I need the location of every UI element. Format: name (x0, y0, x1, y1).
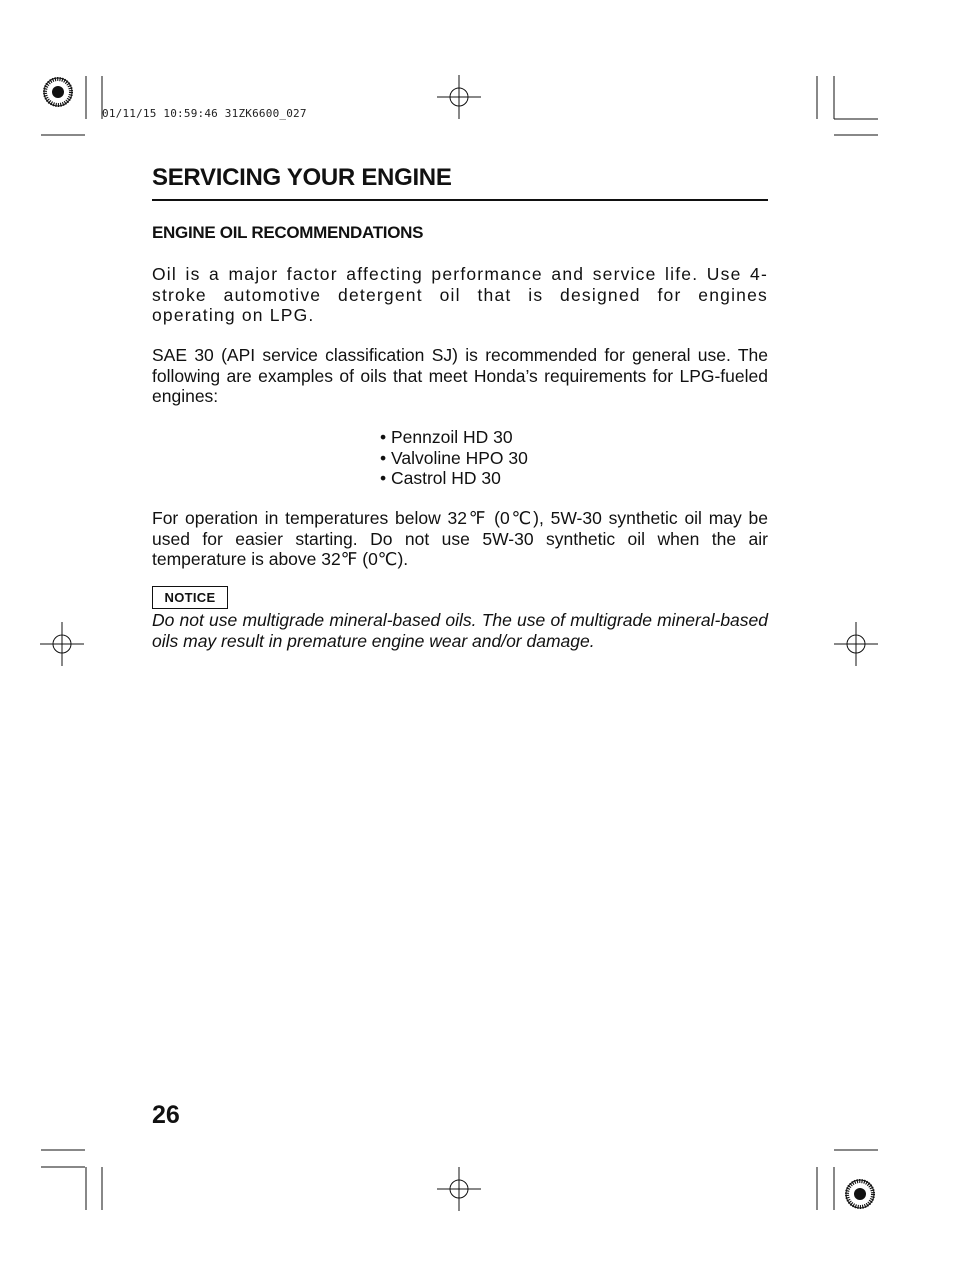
registration-bottom (437, 1167, 481, 1211)
registration-top (437, 75, 481, 119)
section-title: SERVICING YOUR ENGINE (152, 164, 452, 191)
paragraph-oil-intro: Oil is a major factor affecting performance and service life. Use 4-stroke automotive detergent oil that is designed for engines operating on LPG. (152, 264, 768, 325)
notice-label: NOTICE (152, 586, 228, 609)
oil-examples-list (380, 427, 528, 489)
registration-left (40, 622, 84, 666)
paragraph-cold-operation: For operation in temperatures below 32℉ (0℃), 5W-30 synthetic oil may be used for easier starting. Do not use 5W-30 synthetic oil when the air temperature is above 32℉ (0℃). (152, 508, 768, 569)
starburst-bottom-right (846, 1180, 874, 1208)
subsection-title: ENGINE OIL RECOMMENDATIONS (152, 223, 424, 242)
page-number: 26 (152, 1101, 180, 1129)
registration-right (834, 622, 878, 666)
notice-text: Do not use multigrade mineral-based oils. The use of multigrade mineral-based oils may result in premature engine wear and/or damage. (152, 610, 768, 651)
list-item: • Pennzoil HD 30 (380, 427, 528, 448)
starburst-top-left (44, 78, 72, 106)
title-rule (152, 199, 768, 201)
paragraph-sae30: SAE 30 (API service classification SJ) is recommended for general use. The following are examples of oils that meet Honda’s requirements for LPG-fueled engines: (152, 345, 768, 406)
list-item: • Valvoline HPO 30 (380, 448, 528, 469)
print-slug: 01/11/15 10:59:46 31ZK6600_027 (102, 107, 307, 120)
list-item: • Castrol HD 30 (380, 468, 528, 489)
